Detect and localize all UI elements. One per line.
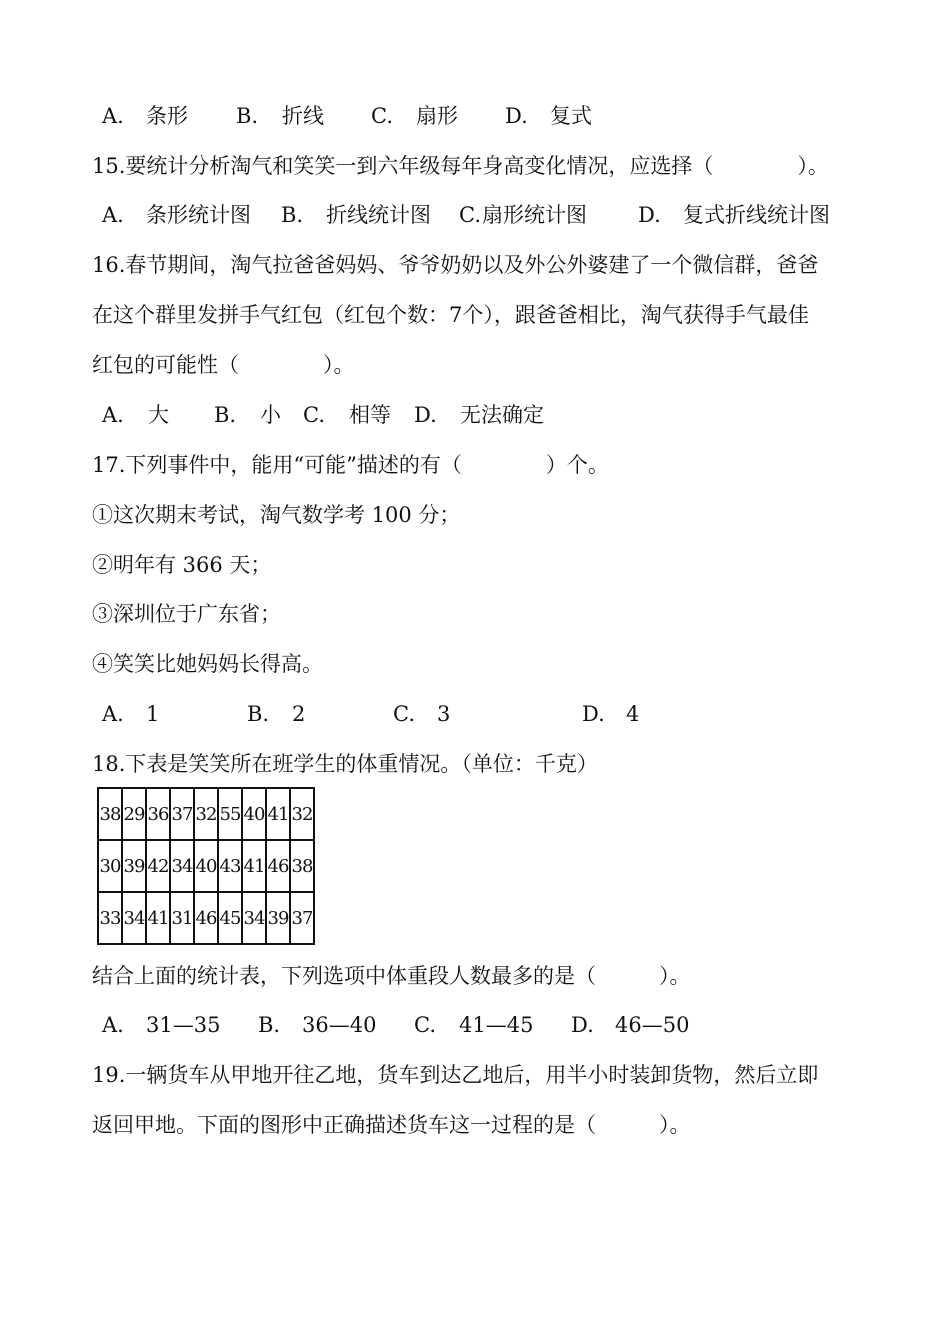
table-cell: 46	[266, 840, 290, 892]
q16-stem-line-1: 16.春节期间，淘气拉爸爸妈妈、爷爷奶奶以及外公外婆建了一个微信群，爸爸	[92, 253, 819, 277]
table-cell: 29	[122, 788, 146, 840]
q18-option-c-text: 41—45	[459, 1013, 534, 1037]
q18-option-d-letter: D.	[571, 1013, 594, 1037]
table-cell: 38	[290, 840, 314, 892]
q16-option-b-text: 小	[260, 403, 281, 427]
table-row	[98, 892, 314, 944]
table-cell: 30	[98, 840, 122, 892]
table-cell: 37	[170, 788, 194, 840]
q18-option-c-letter: C.	[414, 1013, 436, 1037]
q16-option-a-letter: A.	[102, 403, 124, 427]
q14-option-a-text: 条形	[146, 104, 188, 128]
table-cell: 55	[218, 788, 242, 840]
q18-option-a-letter: A.	[102, 1013, 124, 1037]
q15-option-c-text: 扇形统计图	[482, 203, 587, 227]
table-cell: 45	[218, 892, 242, 944]
q15-option-d-text: 复式折线统计图	[683, 203, 830, 227]
q17-option-d-text: 4	[626, 702, 640, 726]
q17-option-c-text: 3	[437, 702, 451, 726]
q19-stem-line-2: 返回甲地。下面的图形中正确描述货车这一过程的是（ ）。	[92, 1113, 691, 1137]
table-cell: 40	[242, 788, 266, 840]
table-cell: 39	[122, 840, 146, 892]
table-cell: 34	[122, 892, 146, 944]
table-cell: 41	[266, 788, 290, 840]
q17-option-c-letter: C.	[393, 702, 415, 726]
q18-option-a-text: 31—35	[146, 1013, 221, 1037]
q18-question: 结合上面的统计表，下列选项中体重段人数最多的是（ ）。	[92, 964, 691, 988]
q17-event-3: ③深圳位于广东省；	[92, 602, 281, 626]
q14-option-d-letter: D.	[505, 104, 528, 128]
q16-option-b-letter: B.	[214, 403, 237, 427]
q17-stem: 17.下列事件中，能用“可能”描述的有（ ）个。	[92, 453, 609, 477]
table-cell: 46	[194, 892, 218, 944]
q14-option-b-letter: B.	[236, 104, 259, 128]
table-cell: 38	[98, 788, 122, 840]
q14-option-d-text: 复式	[550, 104, 592, 128]
table-cell: 32	[290, 788, 314, 840]
q17-event-1: ①这次期末考试，淘气数学考 100 分；	[92, 503, 461, 527]
q15-option-b-text: 折线统计图	[326, 203, 431, 227]
q15-option-b-letter: B.	[281, 203, 304, 227]
q14-option-c-letter: C.	[371, 104, 393, 128]
table-cell: 32	[194, 788, 218, 840]
q16-option-a-text: 大	[148, 403, 169, 427]
q15-option-d-letter: D.	[638, 203, 661, 227]
q17-option-a-text: 1	[146, 702, 160, 726]
q17-option-b-text: 2	[292, 702, 306, 726]
q15-option-a-text: 条形统计图	[146, 203, 251, 227]
q15-stem: 15.要统计分析淘气和笑笑一到六年级每年身高变化情况，应选择（ ）。	[92, 154, 829, 178]
table-cell: 33	[98, 892, 122, 944]
table-row	[98, 840, 314, 892]
table-cell: 34	[242, 892, 266, 944]
table-cell: 40	[194, 840, 218, 892]
table-cell: 34	[170, 840, 194, 892]
q17-option-d-letter: D.	[582, 702, 605, 726]
table-cell: 39	[266, 892, 290, 944]
q14-option-b-text: 折线	[282, 104, 324, 128]
q14-option-c-text: 扇形	[416, 104, 458, 128]
table-cell: 31	[170, 892, 194, 944]
q16-stem-line-3: 红包的可能性（ ）。	[92, 353, 355, 377]
q18-option-b-letter: B.	[258, 1013, 281, 1037]
table-cell: 37	[290, 892, 314, 944]
table-row	[98, 788, 314, 840]
q18-stem: 18.下表是笑笑所在班学生的体重情况。（单位：千克）	[92, 752, 598, 776]
q17-event-2: ②明年有 366 天；	[92, 553, 272, 577]
q16-option-d-text: 无法确定	[460, 403, 544, 427]
q16-option-c-letter: C.	[303, 403, 325, 427]
q16-option-c-text: 相等	[349, 403, 391, 427]
weight-table	[97, 787, 315, 945]
table-cell: 41	[242, 840, 266, 892]
table-cell: 43	[218, 840, 242, 892]
q18-option-b-text: 36—40	[302, 1013, 377, 1037]
q17-option-b-letter: B.	[247, 702, 270, 726]
table-cell: 41	[146, 892, 170, 944]
q17-event-4: ④笑笑比她妈妈长得高。	[92, 652, 323, 676]
table-cell: 36	[146, 788, 170, 840]
q17-option-a-letter: A.	[102, 702, 124, 726]
q18-option-d-text: 46—50	[615, 1013, 690, 1037]
q19-stem-line-1: 19.一辆货车从甲地开往乙地，货车到达乙地后，用半小时装卸货物，然后立即	[92, 1063, 819, 1087]
q16-option-d-letter: D.	[414, 403, 437, 427]
q14-option-a-letter: A.	[102, 104, 124, 128]
q15-option-c-letter: C.	[459, 203, 481, 227]
q16-stem-line-2: 在这个群里发拼手气红包（红包个数：7个），跟爸爸相比，淘气获得手气最佳	[92, 303, 809, 327]
q15-option-a-letter: A.	[102, 203, 124, 227]
table-cell: 42	[146, 840, 170, 892]
